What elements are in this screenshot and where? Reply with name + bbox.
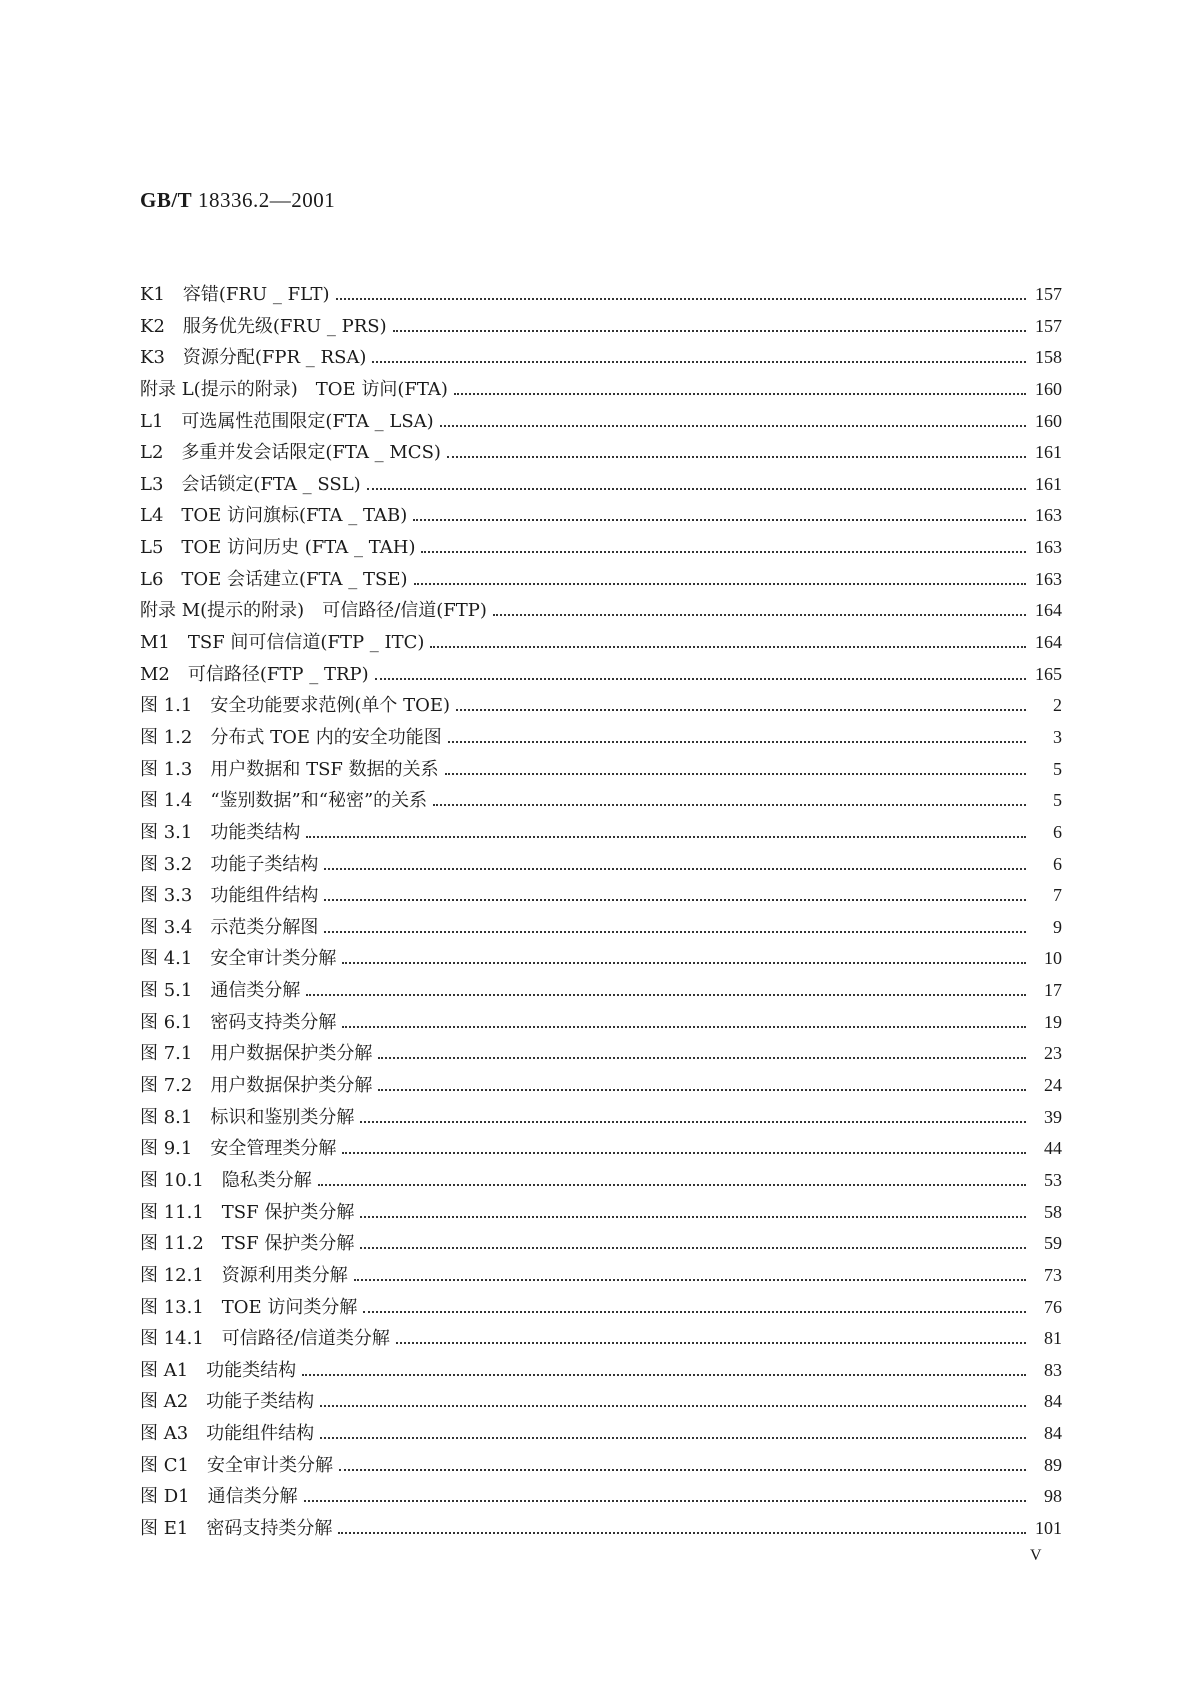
dot-leader (378, 1089, 1026, 1091)
toc-entry[interactable] (140, 500, 1062, 532)
dot-leader (396, 1342, 1026, 1344)
toc-entry[interactable] (140, 754, 1062, 786)
toc-entry[interactable] (140, 532, 1062, 564)
dot-leader (360, 1121, 1026, 1123)
toc-entry-label: L1 可选属性范围限定(FTA _ LSA) (140, 410, 434, 432)
toc-entry[interactable] (140, 1102, 1062, 1134)
toc-entry[interactable] (140, 564, 1062, 596)
toc-entry-page: 7 (1053, 885, 1062, 906)
dot-leader (445, 773, 1026, 775)
toc-entry-label: 图 3.1 功能类结构 (140, 821, 301, 843)
dot-leader (456, 709, 1026, 711)
toc-entry[interactable] (140, 975, 1062, 1007)
toc-entry-page: 84 (1044, 1423, 1062, 1444)
toc-entry[interactable] (140, 1197, 1062, 1229)
page-number: V (1030, 1547, 1042, 1564)
toc-entry-label: 图 4.1 安全审计类分解 (140, 948, 337, 970)
toc-entry-page: 160 (1035, 378, 1062, 399)
dot-leader (393, 330, 1026, 332)
dot-leader (414, 583, 1026, 585)
toc-entry-label: 图 E1 密码支持类分解 (140, 1517, 333, 1539)
dot-leader (324, 931, 1026, 933)
toc-entry-label: K3 资源分配(FPR _ RSA) (140, 347, 367, 369)
toc-entry[interactable] (140, 1133, 1062, 1165)
toc-entry[interactable] (140, 1070, 1062, 1102)
toc-entry-page: 83 (1044, 1359, 1062, 1380)
toc-entry[interactable] (140, 1038, 1062, 1070)
dot-leader (367, 488, 1026, 490)
toc-entry[interactable] (140, 1481, 1062, 1513)
toc-entry-page: 164 (1035, 632, 1062, 653)
dot-leader (306, 994, 1026, 996)
dot-leader (447, 456, 1026, 458)
toc-entry-page: 101 (1035, 1517, 1062, 1538)
toc-entry[interactable] (140, 1007, 1062, 1039)
dot-leader (318, 1184, 1026, 1186)
toc-entry-label: 图 1.2 分布式 TOE 内的安全功能图 (140, 726, 442, 748)
toc-entry-page: 6 (1053, 821, 1062, 842)
toc-entry[interactable] (140, 311, 1062, 343)
toc-entry-label: L6 TOE 会话建立(FTA _ TSE) (140, 568, 408, 590)
dot-leader (342, 962, 1026, 964)
dot-leader (354, 1279, 1026, 1281)
dot-leader (363, 1311, 1026, 1313)
toc-entry-page: 58 (1044, 1201, 1062, 1222)
toc-entry-label: 图 13.1 TOE 访问类分解 (140, 1296, 358, 1318)
toc-entry[interactable] (140, 1513, 1062, 1545)
toc-entry[interactable] (140, 374, 1062, 406)
toc-entry[interactable] (140, 627, 1062, 659)
toc-entry-label: M1 TSF 间可信信道(FTP _ ITC) (140, 632, 425, 654)
toc-entry-label: 附录 L(提示的附录) TOE 访问(FTA) (140, 378, 448, 400)
toc-entry[interactable] (140, 1292, 1062, 1324)
toc-entry-label: 图 8.1 标识和鉴别类分解 (140, 1106, 355, 1128)
toc-entry[interactable] (140, 1355, 1062, 1387)
toc-entry-page: 165 (1035, 663, 1062, 684)
toc-entry-page: 3 (1053, 726, 1062, 747)
dot-leader (375, 678, 1026, 680)
toc-entry-label: 图 1.1 安全功能要求范例(单个 TOE) (140, 695, 451, 717)
toc-entry-label: L5 TOE 访问历史 (FTA _ TAH) (140, 537, 416, 559)
toc-entry-page: 73 (1044, 1264, 1062, 1285)
dot-leader (320, 1437, 1026, 1439)
toc-entry-label: M2 可信路径(FTP _ TRP) (140, 663, 369, 685)
toc-entry[interactable] (140, 722, 1062, 754)
toc-entry-label: 图 11.1 TSF 保护类分解 (140, 1201, 355, 1223)
toc-entry-label: 图 7.1 用户数据保护类分解 (140, 1043, 373, 1065)
toc-entry-page: 160 (1035, 410, 1062, 431)
dot-leader (360, 1247, 1026, 1249)
toc-entry-page: 163 (1035, 505, 1062, 526)
dot-leader (320, 1405, 1026, 1407)
toc-entry[interactable] (140, 279, 1062, 311)
toc-entry-page: 19 (1044, 1011, 1062, 1032)
toc-entry-page: 17 (1044, 980, 1062, 1001)
toc-entry-page: 161 (1035, 442, 1062, 463)
toc-entry[interactable] (140, 595, 1062, 627)
toc-entry-label: 图 5.1 通信类分解 (140, 980, 301, 1002)
toc-entry-label: 图 7.2 用户数据保护类分解 (140, 1075, 373, 1097)
toc-entry[interactable] (140, 1450, 1062, 1482)
toc-entry-label: 图 3.3 功能组件结构 (140, 885, 319, 907)
dot-leader (342, 1152, 1026, 1154)
dot-leader (372, 361, 1026, 363)
toc-entry-label: L3 会话锁定(FTA _ SSL) (140, 473, 361, 495)
toc-entry[interactable] (140, 1165, 1062, 1197)
toc-entry-page: 164 (1035, 600, 1062, 621)
dot-leader (493, 614, 1026, 616)
toc-entry-label: 附录 M(提示的附录) 可信路径/信道(FTP) (140, 600, 487, 622)
toc-entry[interactable] (140, 406, 1062, 438)
dot-leader (413, 519, 1026, 521)
dot-leader (336, 298, 1026, 300)
toc-entry-page: 89 (1044, 1454, 1062, 1475)
dot-leader (306, 836, 1026, 838)
toc-entry-page: 9 (1053, 916, 1062, 937)
toc-entry-page: 158 (1035, 347, 1062, 368)
toc-entry-page: 10 (1044, 948, 1062, 969)
dot-leader (302, 1374, 1026, 1376)
toc-entry-label: 图 C1 安全审计类分解 (140, 1454, 333, 1476)
dot-leader (433, 804, 1026, 806)
standard-number: 18336.2—2001 (197, 188, 336, 212)
toc-entry[interactable] (140, 785, 1062, 817)
toc-entry[interactable] (140, 817, 1062, 849)
toc-entry-page: 163 (1035, 568, 1062, 589)
toc-entry-page: 53 (1044, 1169, 1062, 1190)
toc-entry-label: 图 6.1 密码支持类分解 (140, 1011, 337, 1033)
toc-entry-page: 23 (1044, 1043, 1062, 1064)
dot-leader (448, 741, 1026, 743)
toc-entry-label: K2 服务优先级(FRU _ PRS) (140, 315, 387, 337)
toc-entry[interactable] (140, 880, 1062, 912)
toc-entry-label: 图 A3 功能组件结构 (140, 1423, 315, 1445)
toc-entry[interactable] (140, 469, 1062, 501)
toc-entry-page: 24 (1044, 1075, 1062, 1096)
toc-entry-page: 157 (1035, 315, 1062, 336)
dot-leader (324, 868, 1026, 870)
toc-entry[interactable] (140, 912, 1062, 944)
toc-entry-label: 图 1.3 用户数据和 TSF 数据的关系 (140, 758, 439, 780)
toc-entry-label: 图 3.2 功能子类结构 (140, 853, 319, 875)
table-of-contents (140, 279, 1062, 1545)
dot-leader (338, 1532, 1026, 1534)
toc-entry-page: 59 (1044, 1233, 1062, 1254)
toc-entry-label: L4 TOE 访问旗标(FTA _ TAB) (140, 505, 408, 527)
toc-entry-label: L2 多重并发会话限定(FTA _ MCS) (140, 442, 441, 464)
toc-entry-label: 图 3.4 示范类分解图 (140, 916, 319, 938)
toc-entry[interactable] (140, 1323, 1062, 1355)
toc-entry-page: 6 (1053, 853, 1062, 874)
standard-prefix: GB/T (140, 188, 193, 212)
dot-leader (342, 1026, 1026, 1028)
toc-entry[interactable] (140, 690, 1062, 722)
toc-entry-page: 161 (1035, 473, 1062, 494)
toc-entry-page: 98 (1044, 1486, 1062, 1507)
dot-leader (360, 1216, 1026, 1218)
toc-entry-page: 5 (1053, 790, 1062, 811)
toc-entry-page: 157 (1035, 284, 1062, 304)
toc-entry-page: 5 (1053, 758, 1062, 779)
toc-entry-page: 39 (1044, 1106, 1062, 1127)
toc-entry-page: 44 (1044, 1138, 1062, 1159)
toc-entry-page: 76 (1044, 1296, 1062, 1317)
toc-entry[interactable] (140, 1228, 1062, 1260)
dot-leader (378, 1057, 1026, 1059)
toc-entry[interactable] (140, 342, 1062, 374)
toc-entry-label: 图 A2 功能子类结构 (140, 1391, 315, 1413)
toc-entry-label: 图 14.1 可信路径/信道类分解 (140, 1328, 390, 1350)
toc-entry-page: 81 (1044, 1328, 1062, 1349)
toc-entry-label: 图 1.4 “鉴别数据”和“秘密”的关系 (140, 790, 428, 812)
toc-entry-page: 84 (1044, 1391, 1062, 1412)
toc-entry[interactable] (140, 1386, 1062, 1418)
dot-leader (304, 1500, 1026, 1502)
document-header (140, 188, 335, 213)
toc-entry-label: 图 11.2 TSF 保护类分解 (140, 1233, 355, 1255)
dot-leader (454, 393, 1026, 395)
dot-leader (421, 551, 1026, 553)
toc-entry-label: K1 容错(FRU _ FLT) (140, 284, 330, 305)
toc-entry[interactable] (140, 1418, 1062, 1450)
toc-entry[interactable] (140, 437, 1062, 469)
toc-entry-page: 163 (1035, 537, 1062, 558)
toc-entry-label: 图 9.1 安全管理类分解 (140, 1138, 337, 1160)
toc-entry-label: 图 12.1 资源利用类分解 (140, 1264, 348, 1286)
toc-entry-label: 图 A1 功能类结构 (140, 1359, 297, 1381)
dot-leader (324, 899, 1026, 901)
toc-entry-page: 2 (1053, 695, 1062, 716)
toc-entry[interactable] (140, 659, 1062, 691)
dot-leader (339, 1469, 1026, 1471)
toc-entry[interactable] (140, 1260, 1062, 1292)
dot-leader (440, 425, 1026, 427)
dot-leader (430, 646, 1026, 648)
toc-entry[interactable] (140, 849, 1062, 881)
toc-entry[interactable] (140, 943, 1062, 975)
toc-entry-label: 图 10.1 隐私类分解 (140, 1169, 312, 1191)
toc-entry-label: 图 D1 通信类分解 (140, 1486, 298, 1508)
